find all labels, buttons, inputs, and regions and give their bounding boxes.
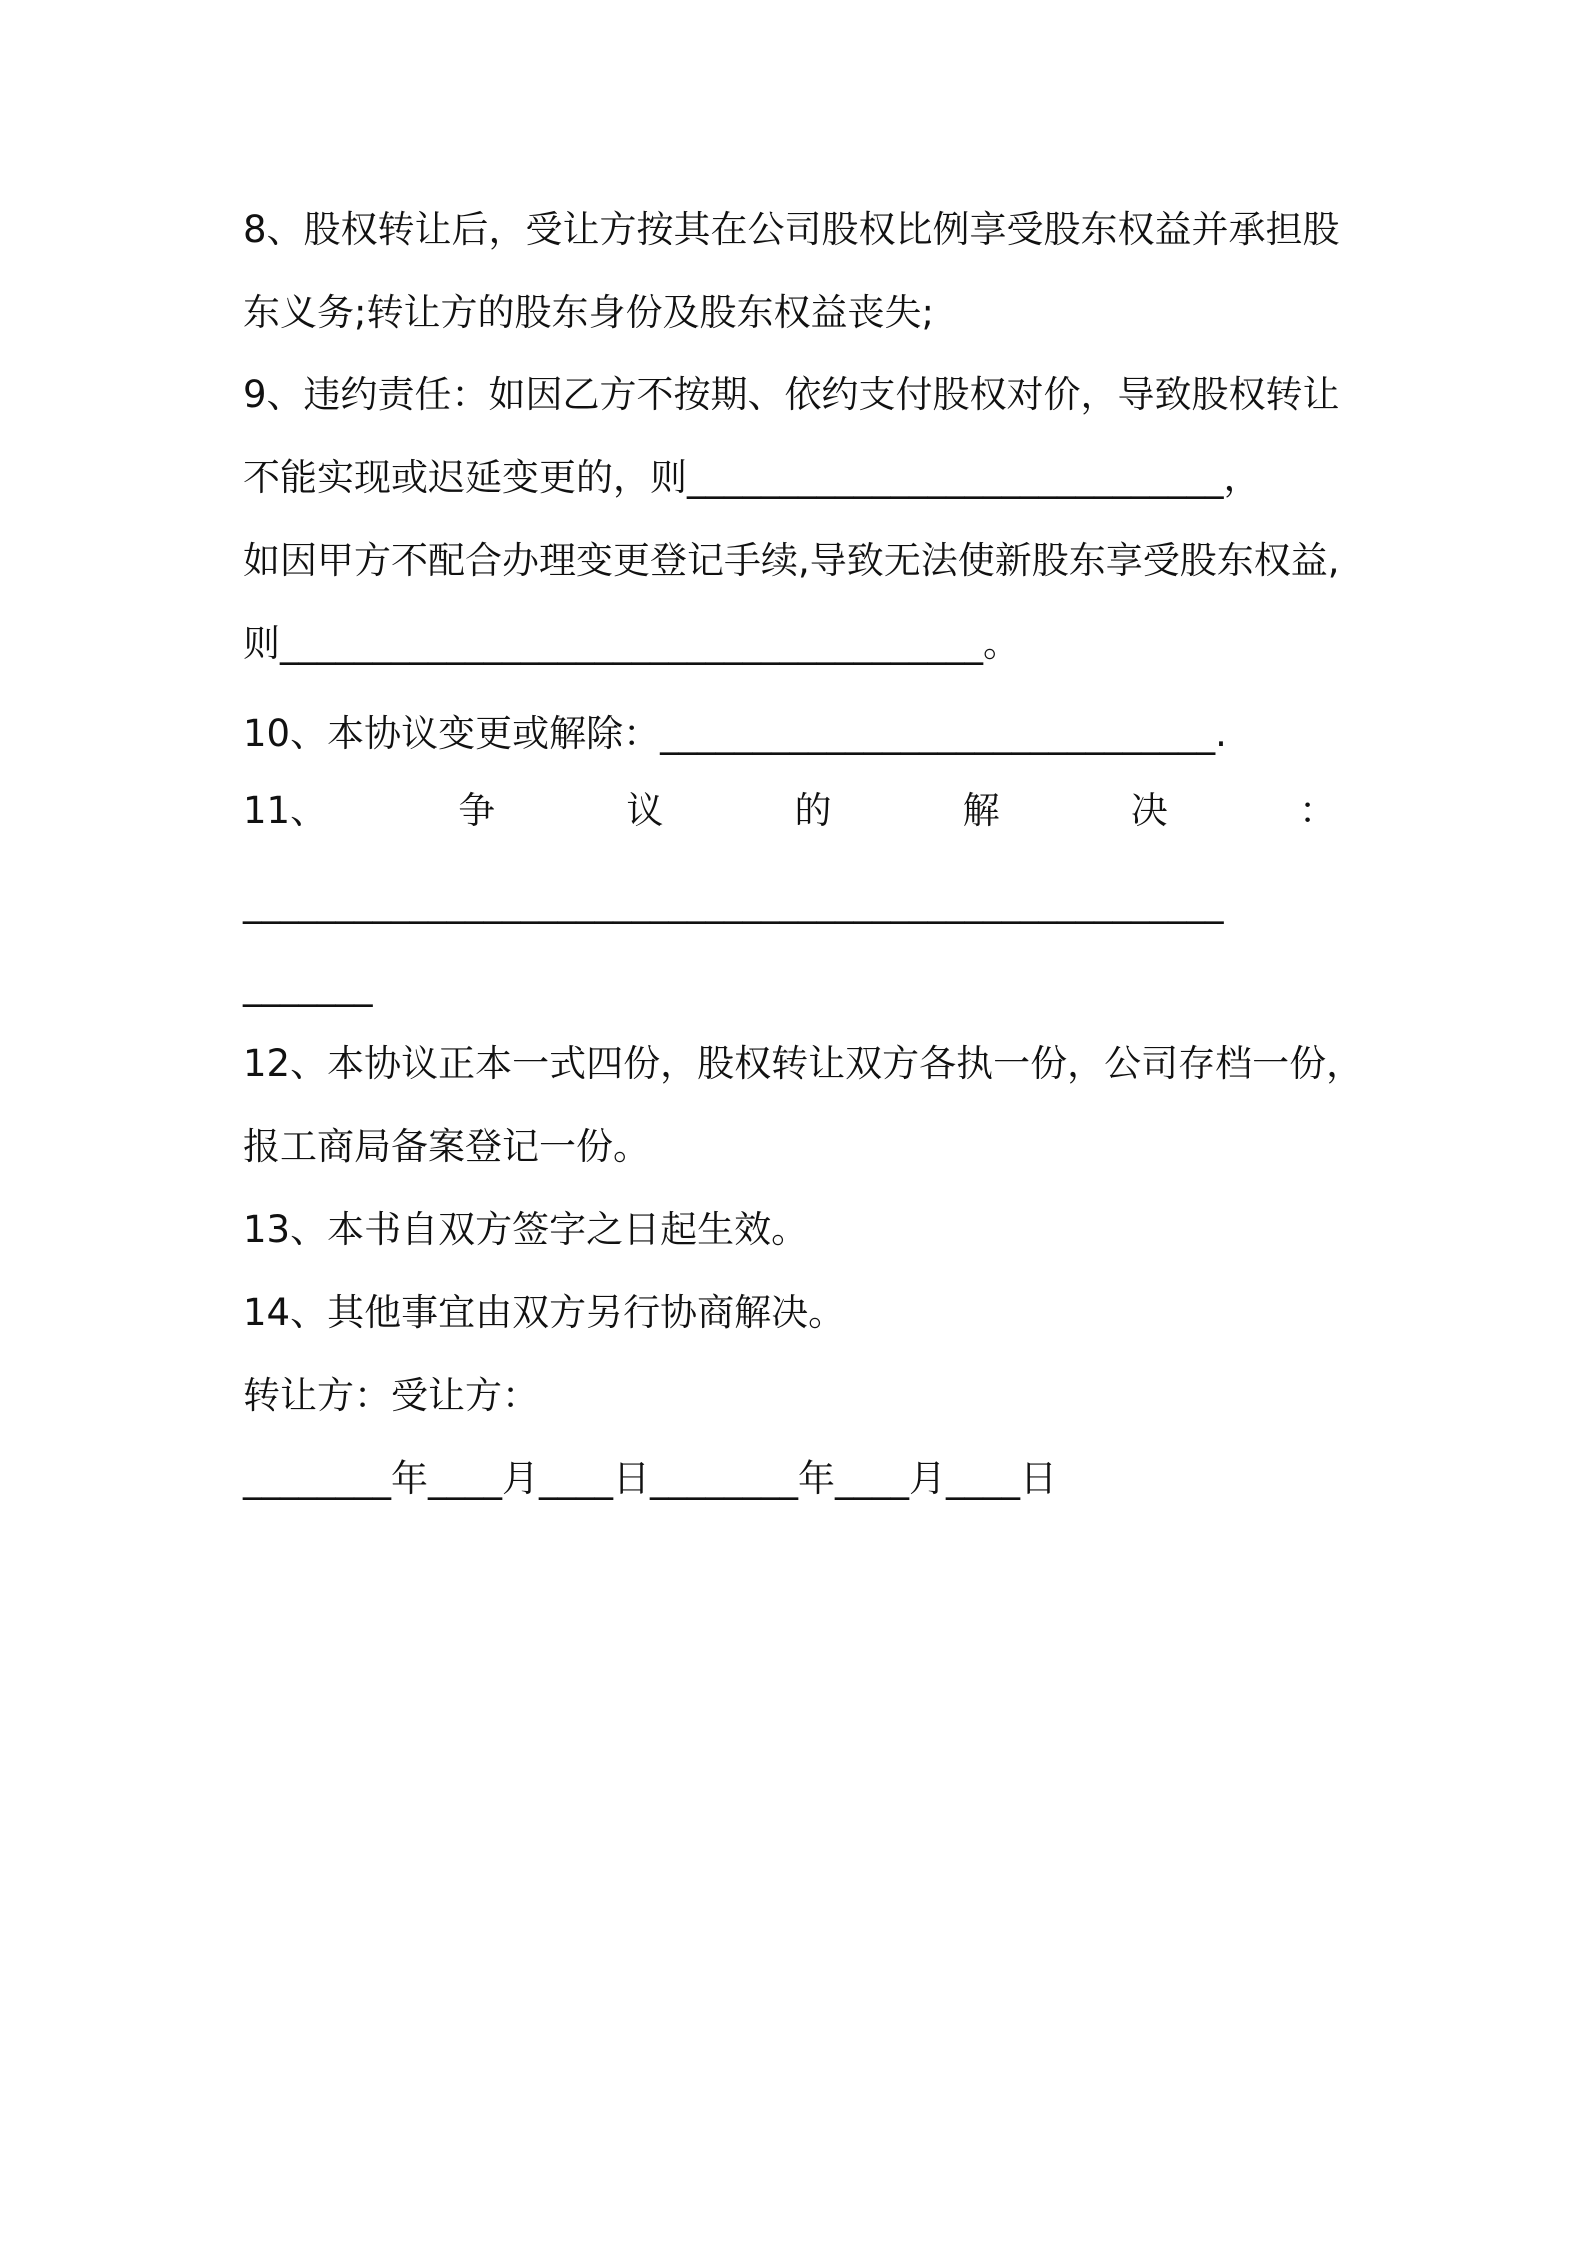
clause-13-line: 13、本书自双方签字之日起生效。	[243, 1208, 809, 1251]
clause-11-part: 11、	[243, 789, 328, 832]
clause-10-line: 10、本协议变更或解除：______________________________.	[243, 712, 1227, 755]
clause-11-heading	[243, 786, 1336, 836]
clause-12-line-2: 报工商局备案登记一份。	[243, 1125, 650, 1168]
signature-parties-line: 转让方：受让方：	[243, 1374, 539, 1417]
clause-14-line: 14、其他事宜由双方另行协商解决。	[243, 1291, 846, 1334]
clause-8-line-1: 8、股权转让后，受让方按其在公司股权比例享受股东权益并承担股	[243, 208, 1340, 251]
clause-11-part: 议	[626, 789, 664, 832]
clause-11-part: 解	[962, 789, 1000, 832]
clause-11-blank-line-2: _______	[243, 964, 373, 1007]
clause-9-line-4: 则______________________________________。	[243, 622, 1020, 665]
clause-9-line-3: 如因甲方不配合办理变更登记手续,导致无法使新股东享受股东权益,	[243, 539, 1340, 582]
clause-9-line-2: 不能实现或迟延变更的，则_____________________________，	[243, 456, 1261, 499]
clause-11-part: 的	[794, 789, 832, 832]
clause-11-blank-line-1: _____________________________________________________	[243, 881, 1224, 924]
clause-11-part: 争	[458, 789, 496, 832]
clause-8-line-2: 东义务;转让方的股东身份及股东权益丧失;	[243, 291, 934, 334]
clause-9-line-1: 9、违约责任：如因乙方不按期、依约支付股权对价，导致股权转让	[243, 373, 1340, 416]
clause-11-part: ：	[1298, 789, 1336, 832]
signature-date-line: ________年____月____日________年____月____日	[243, 1457, 1057, 1500]
clause-12-line-1: 12、本协议正本一式四份，股权转让双方各执一份，公司存档一份，	[243, 1042, 1364, 1085]
clause-11-part: 决	[1130, 789, 1168, 832]
